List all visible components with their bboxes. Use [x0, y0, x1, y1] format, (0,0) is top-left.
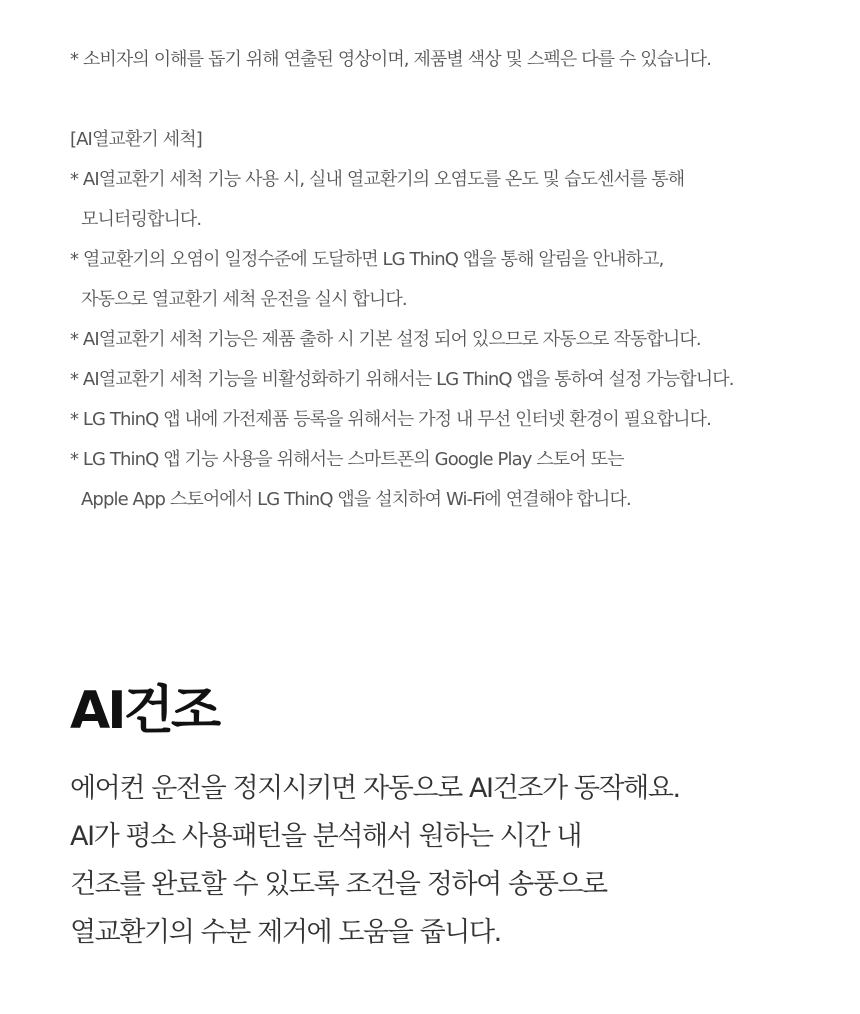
- disclaimer-notes: [70, 40, 790, 520]
- note-line: * AI열교환기 세척 기능을 비활성화하기 위해서는 LG ThinQ 앱을 통하여 설정 가능합니다.: [70, 369, 734, 390]
- note-line: 모니터링합니다.: [81, 209, 202, 230]
- note-line: * LG ThinQ 앱 내에 가전제품 등록을 위해서는 가정 내 무선 인터넷 환경이 필요합니다.: [70, 409, 711, 430]
- video-disclaimer: * 소비자의 이해를 돕기 위해 연출된 영상이며, 제품별 색상 및 스펙은 다를 수 있습니다.: [70, 49, 712, 70]
- note-line: Apple App 스토어에서 LG ThinQ 앱을 설치하여 Wi-Fi에 연결해야 합니다.: [81, 489, 631, 510]
- note-line: * AI열교환기 세척 기능 사용 시, 실내 열교환기의 오염도를 온도 및 습도센서를 통해: [70, 169, 685, 190]
- description-line: 건조를 완료할 수 있도록 조건을 정하여 송풍으로: [70, 869, 607, 900]
- note-line: * LG ThinQ 앱 기능 사용을 위해서는 스마트폰의 Google Play 스토어 또는: [70, 449, 624, 470]
- description-line: 에어컨 운전을 정지시키면 자동으로 AI건조가 동작해요.: [70, 773, 680, 804]
- notes-heading: [AI열교환기 세척]: [70, 129, 202, 150]
- note-line: * 열교환기의 오염이 일정수준에 도달하면 LG ThinQ 앱을 통해 알림을 안내하고,: [70, 249, 664, 270]
- note-line: 자동으로 열교환기 세척 운전을 실시 합니다.: [81, 289, 407, 310]
- note-line: * AI열교환기 세척 기능은 제품 출하 시 기본 설정 되어 있으므로 자동으로 작동합니다.: [70, 329, 701, 350]
- description-line: AI가 평소 사용패턴을 분석해서 원하는 시간 내: [70, 821, 582, 852]
- description-line: 열교환기의 수분 제거에 도움을 줍니다.: [70, 917, 501, 948]
- section-title: AI건조: [70, 681, 219, 741]
- section-description: [70, 765, 680, 957]
- spacer: [70, 80, 790, 120]
